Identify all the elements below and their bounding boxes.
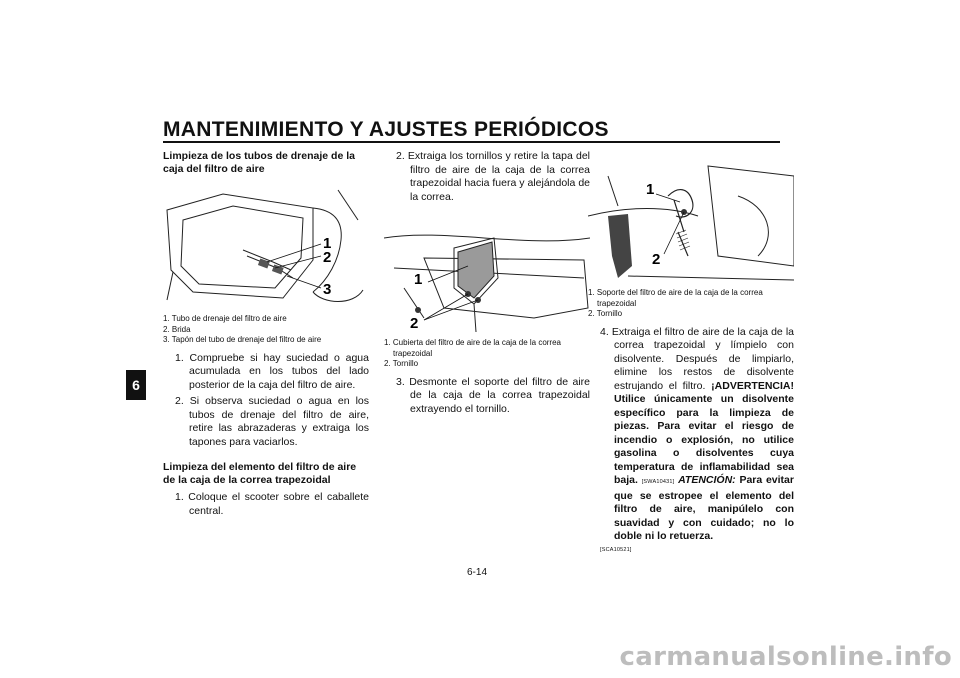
- step-item-with-warning: [588, 326, 794, 544]
- watermark: carmanualsonline.info: [619, 642, 952, 672]
- figure2-label-1: 1: [414, 271, 423, 288]
- caption-item: 1. Soporte del filtro de aire de la caja de la correa trapezoidal: [588, 288, 763, 308]
- figure1-caption: [163, 314, 369, 346]
- caption-item: 3. Tapón del tubo de drenaje del filtro de aire: [163, 335, 322, 344]
- figure1-label-2: 2: [323, 249, 332, 266]
- section-heading-drain-tubes: Limpieza de los tubos de drenaje de la caja del filtro de aire: [163, 150, 355, 175]
- filter-cover-illustration: [384, 208, 590, 334]
- figure3-label-1: 1: [646, 181, 655, 198]
- warning-text: ¡ADVERTENCIA! Utilice únicamente un disolvente específico para la limpieza de piezas. Para evitar el riesgo de incendio o explosión, no utilice gasolina o disolventes cuya temperatura de inflamabilidad sea baja.: [614, 379, 794, 486]
- caption-item: 2. Brida: [163, 324, 191, 334]
- column-1: [163, 150, 369, 521]
- caption-item: 2. Tornillo: [588, 309, 623, 318]
- column-3: [588, 150, 794, 553]
- chapter-tab: 6: [126, 370, 146, 400]
- caution-label: ATENCIÓN:: [678, 474, 736, 486]
- caution-text: Para evitar que se estropee el elemento del filtro de aire, manipúlelo con suavidad y con cuidado; no lo doble ni lo retuerza.: [614, 474, 794, 542]
- step-item: 3. Desmonte el soporte del filtro de aire de la caja de la correa trapezoidal extrayendo el tornillo.: [396, 375, 590, 415]
- figure1-label-1: 1: [323, 235, 332, 252]
- figure-drain-tubes: [163, 180, 369, 310]
- step-text: 4. Extraiga el filtro de aire de la caja de la correa trapezoidal y límpielo con disolvente. Después de limpiarlo, elimine los restos de disolvente estrujando el filtro.: [600, 325, 794, 392]
- figure3-label-2: 2: [652, 251, 661, 268]
- warning-ref: [SWA10431]: [641, 479, 675, 485]
- caution-ref: [SCA10521]: [600, 546, 632, 553]
- figure-filter-bracket: [588, 156, 794, 284]
- page-title: MANTENIMIENTO Y AJUSTES PERIÓDICOS: [163, 118, 609, 141]
- column-2: [384, 150, 590, 419]
- title-rule: [163, 141, 780, 143]
- step-item: 2. Extraiga los tornillos y retire la tapa del filtro de aire de la caja de la correa trapezoidal hacia fuera y alejándola de la correa.: [396, 150, 590, 203]
- filter-bracket-illustration: [588, 156, 794, 284]
- section-heading-air-filter: Limpieza del elemento del filtro de aire de la caja de la correa trapezoidal: [163, 461, 357, 486]
- figure-filter-cover: [384, 208, 590, 334]
- step-item: 1. Coloque el scooter sobre el caballete central.: [175, 491, 369, 517]
- caption-item: 2. Tornillo: [384, 359, 419, 368]
- page-number: 6-14: [467, 567, 488, 578]
- figure2-label-2: 2: [410, 315, 419, 332]
- step-item: 2. Si observa suciedad o agua en los tubos de drenaje del filtro de aire, retire las abrazaderas y extraiga los tapones para vaciarlos.: [175, 395, 369, 448]
- figure2-caption: [384, 338, 590, 370]
- figure3-caption: [588, 288, 794, 320]
- caption-item: 1. Cubierta del filtro de aire de la caja de la correa trapezoidal: [384, 338, 561, 358]
- drain-tubes-illustration: [163, 180, 369, 310]
- caption-item: 1. Tubo de drenaje del filtro de aire: [163, 314, 287, 323]
- figure1-label-3: 3: [323, 281, 332, 298]
- step-item: 1. Compruebe si hay suciedad o agua acumulada en los tubos del lado posterior de la caja del filtro de aire.: [175, 351, 369, 391]
